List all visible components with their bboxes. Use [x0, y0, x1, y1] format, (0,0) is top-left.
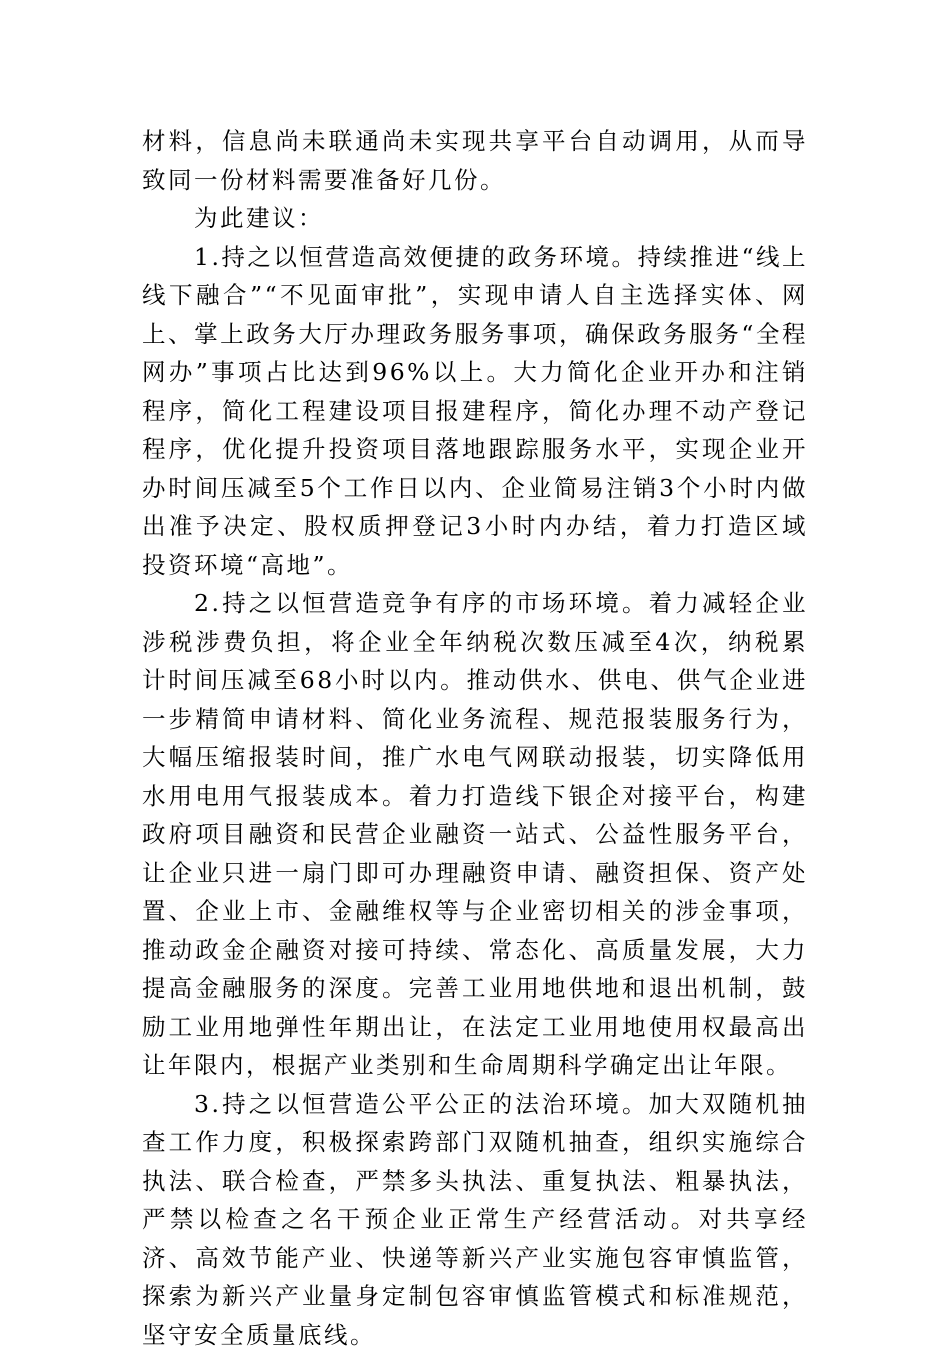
paragraph-suggestion-3: 3.持之以恒营造公平公正的法治环境。加大双随机抽查工作力度，积极探索跨部门双随机抽查，组织实施综合执法、联合检查，严禁多头执法、重复执法、粗暴执法，严禁以检查之名干预企业正常生产经营活动。对共享经济、高效节能产业、快递等新兴产业实施包容审慎监管，探索为新兴产业量身定制包容审慎监管模式和标准规范，坚守安全质量底线。: [142, 1085, 808, 1354]
paragraph-intro: 为此建议：: [142, 199, 808, 238]
paragraph-continuation: 材料，信息尚未联通尚未实现共享平台自动调用，从而导致同一份材料需要准备好几份。: [142, 122, 808, 199]
paragraph-suggestion-1: 1.持之以恒营造高效便捷的政务环境。持续推进“线上线下融合”“不见面审批”，实现申请人自主选择实体、网上、掌上政务大厅办理政务服务事项，确保政务服务“全程网办”事项占比达到96%以上。大力简化企业开办和注销程序，简化工程建设项目报建程序，简化办理不动产登记程序，优化提升投资项目落地跟踪服务水平，实现企业开办时间压减至5个工作日以内、企业简易注销3个小时内做出准予决定、股权质押登记3小时内办结，着力打造区域投资环境“高地”。: [142, 238, 808, 585]
paragraph-suggestion-2: 2.持之以恒营造竞争有序的市场环境。着力减轻企业涉税涉费负担，将企业全年纳税次数压减至4次，纳税累计时间压减至68小时以内。推动供水、供电、供气企业进一步精简申请材料、简化业务流程、规范报装服务行为，大幅压缩报装时间，推广水电气网联动报装，切实降低用水用电用气报装成本。着力打造线下银企对接平台，构建政府项目融资和民营企业融资一站式、公益性服务平台，让企业只进一扇门即可办理融资申请、融资担保、资产处置、企业上市、金融维权等与企业密切相关的涉金事项，推动政金企融资对接可持续、常态化、高质量发展，大力提高金融服务的深度。完善工业用地供地和退出机制，鼓励工业用地弹性年期出让，在法定工业用地使用权最高出让年限内，根据产业类别和生命周期科学确定出让年限。: [142, 584, 808, 1085]
document-body: [142, 122, 808, 1354]
